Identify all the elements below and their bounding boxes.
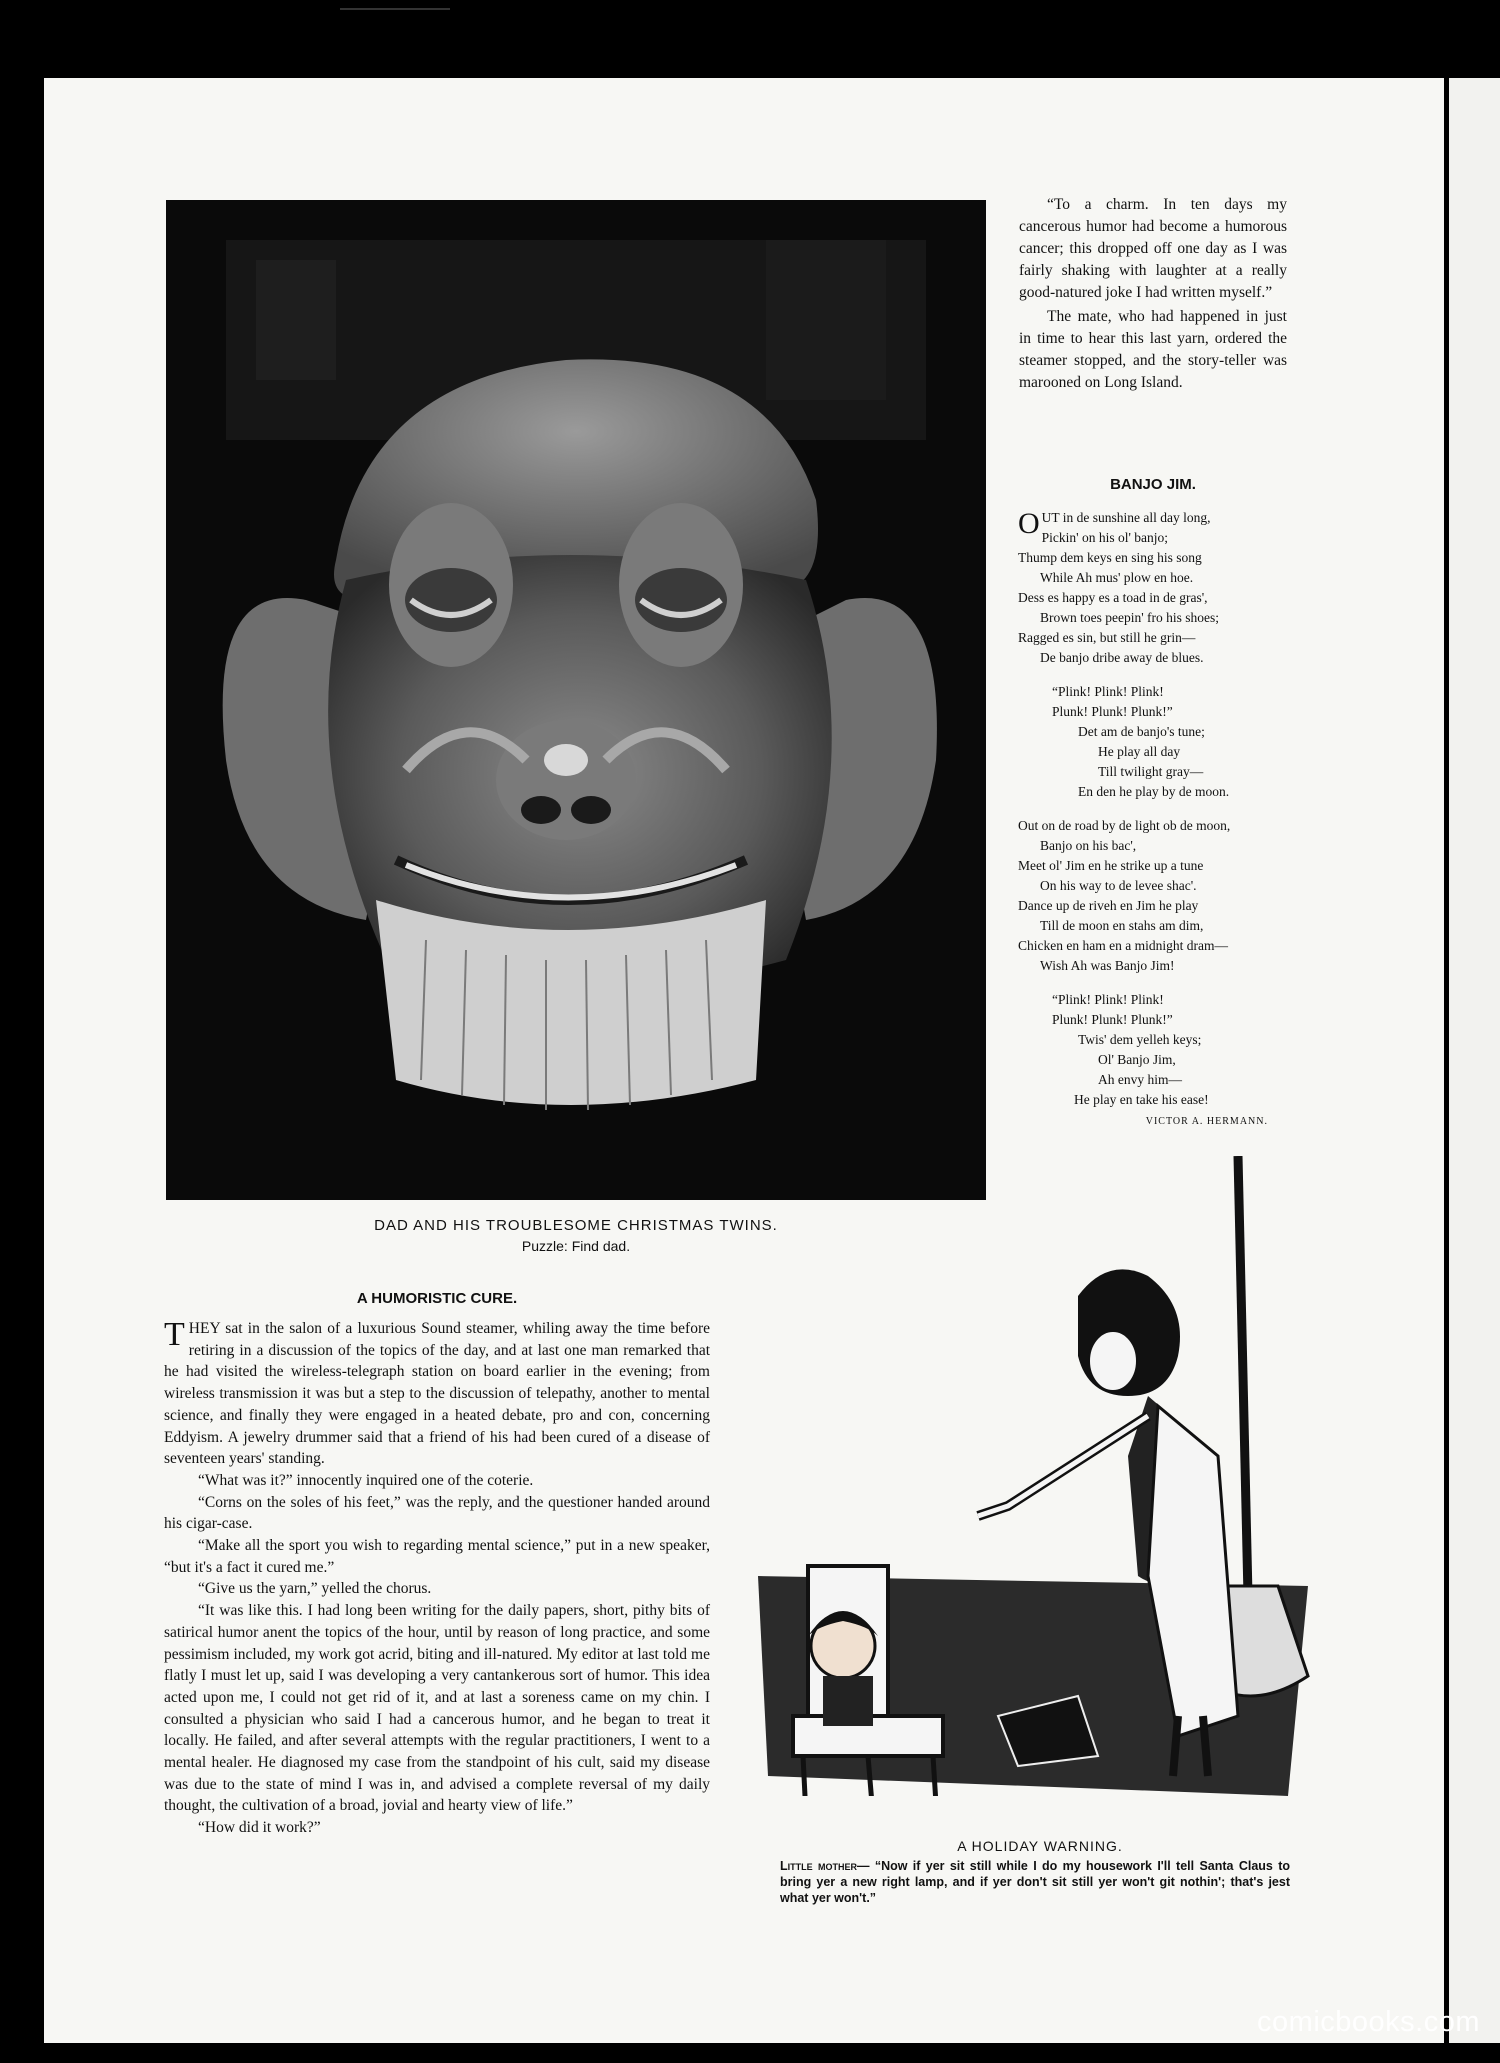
poem-line: Chicken en ham en a midnight dram— bbox=[1018, 938, 1228, 953]
story-body bbox=[164, 1318, 710, 1839]
poem-line: “Plink! Plink! Plink! bbox=[1052, 684, 1164, 699]
story-title: A HUMORISTIC CURE. bbox=[356, 1290, 518, 1307]
story-paragraph bbox=[164, 1318, 710, 1470]
poem-line: Ragged es sin, but still he grin— bbox=[1018, 630, 1196, 645]
site-watermark: comicbooks.com bbox=[1257, 2006, 1480, 2038]
story-paragraph: “Corns on the soles of his feet,” was the reply, and the questioner handed around his cigar-case. bbox=[164, 1493, 710, 1533]
illustration-caption: DAD AND HIS TROUBLESOME CHRISTMAS TWINS. bbox=[374, 1217, 778, 1234]
poem-line: Brown toes peepin' fro his shoes; bbox=[1040, 610, 1220, 625]
poem-body bbox=[1018, 508, 1308, 1132]
top-rule bbox=[340, 8, 450, 10]
poem-line: Ah envy him— bbox=[1098, 1072, 1182, 1087]
poem-line: Plunk! Plunk! Plunk!” bbox=[1052, 1012, 1173, 1027]
poem-line: Out on de road by de light ob de moon, bbox=[1018, 818, 1231, 833]
poem-title: BANJO JIM. bbox=[1110, 476, 1196, 493]
poem-line: He play en take his ease! bbox=[1074, 1092, 1209, 1107]
cartoon-title: A HOLIDAY WARNING. bbox=[957, 1838, 1123, 1854]
story-paragraph: “It was like this. I had long been writing for the daily papers, short, pithy bits of satirical humor anent the topics of the hour, until by reason of long practice, and some pessimism included, my work got acrid, biting and ill-natured. My editor at last told me flatly I must let up, said I was developing a very cantankerous sort of humor. This idea acted upon me, I could not get rid of it, and at last a soreness came on my chin. I consulted a physician who said I had a cancerous humor, and he began to treat it locally. He failed, and after several attempts with the regular practitioners, I went to a mental healer. He diagnosed my case from the standpoint of his cult, said my disease was due to the state of mind I was in, and advised a complete reversal of my daily thought, the cultivation of a broad, jovial and hearty view of life.” bbox=[164, 1602, 710, 1815]
poem-line: Thump dem keys en sing his song bbox=[1018, 550, 1202, 565]
poem-line: En den he play by de moon. bbox=[1078, 784, 1230, 799]
holiday-warning-cartoon bbox=[748, 1156, 1320, 1796]
cartoon-caption bbox=[780, 1858, 1290, 1906]
christmas-mask-illustration bbox=[166, 200, 986, 1200]
story-dropcap: T bbox=[164, 1316, 185, 1353]
poem-stanza bbox=[1018, 816, 1308, 976]
poem-line: Twis' dem yelleh keys; bbox=[1078, 1032, 1202, 1047]
continuation-paragraph: “To a charm. In ten days my cancerous humor had become a humorous cancer; this dropped off one day as I was fairly shaking with laughter at a really good-natured joke I had written myself.” bbox=[1019, 196, 1287, 301]
poem-line: While Ah mus' plow en hoe. bbox=[1040, 570, 1194, 585]
story-paragraph: “Make all the sport you wish to regarding mental science,” put in a new speaker, “but it's a fact it cured me.” bbox=[164, 1537, 710, 1576]
poem-line: Det am de banjo's tune; bbox=[1078, 724, 1205, 739]
poem-line: Dess es happy es a toad in de gras', bbox=[1018, 590, 1208, 605]
cartoon-quote: “Now if yer sit still while I do my housework I'll tell Santa Claus to bring yer a new right lamp, and if yer don't sit still yer won't git nothin'; that's jest what yer won't.” bbox=[780, 1859, 1290, 1905]
poem-line: UT in de sunshine all day long, bbox=[1041, 510, 1211, 525]
poem-line: Meet ol' Jim en he strike up a tune bbox=[1018, 858, 1204, 873]
poem-stanza bbox=[1018, 682, 1308, 802]
cartoon-speaker: Little mother— bbox=[780, 1859, 870, 1873]
poem-line: On his way to de levee shac'. bbox=[1040, 878, 1197, 893]
poem-line: De banjo dribe away de blues. bbox=[1040, 650, 1204, 665]
poem-line: Ol' Banjo Jim, bbox=[1098, 1052, 1176, 1067]
poem-line: Wish Ah was Banjo Jim! bbox=[1040, 958, 1175, 973]
illustration-subcaption: Puzzle: Find dad. bbox=[521, 1238, 631, 1254]
poem-line: Till twilight gray— bbox=[1098, 764, 1204, 779]
story-paragraph: “Give us the yarn,” yelled the chorus. bbox=[198, 1580, 432, 1598]
poem-line: “Plink! Plink! Plink! bbox=[1052, 992, 1164, 1007]
poem-author: VICTOR A. HERMANN. bbox=[1145, 1116, 1268, 1127]
story-paragraph: “What was it?” innocently inquired one of the coterie. bbox=[198, 1471, 534, 1489]
poem-line: Plunk! Plunk! Plunk!” bbox=[1052, 704, 1173, 719]
poem-line: Banjo on his bac', bbox=[1040, 838, 1137, 853]
continuation-paragraph: The mate, who had happened in just in time to hear this last yarn, ordered the steamer stopped, and the story-teller was marooned on Long Island. bbox=[1019, 308, 1287, 391]
poem-line: Dance up de riveh en Jim he play bbox=[1018, 898, 1199, 913]
story-first-paragraph: HEY sat in the salon of a luxurious Sound steamer, whiling away the time before retiring in a discussion of the topics of the day, and at last one man remarked that he had visited the wireless-telegraph station on board earlier in the evening; from wireless transmission it was but a step to the discussion of telepathy, another to mental science, and finally they were engaged in a heated debate, pro and con, concerning Eddyism. A jewelry drummer said that a friend of his had been cured of a disease of seventeen years' standing. bbox=[164, 1320, 710, 1468]
poem-stanza bbox=[1018, 990, 1308, 1110]
poem-stanza bbox=[1018, 508, 1308, 668]
next-page-edge bbox=[1449, 78, 1500, 2043]
story-paragraph: “How did it work?” bbox=[198, 1819, 321, 1837]
poem-line: Pickin' on his ol' banjo; bbox=[1041, 530, 1169, 545]
poem-line: He play all day bbox=[1098, 744, 1181, 759]
poem-dropcap: O bbox=[1018, 507, 1040, 540]
poem-line: Till de moon en stahs am dim, bbox=[1040, 918, 1204, 933]
story-continuation bbox=[1019, 194, 1287, 394]
